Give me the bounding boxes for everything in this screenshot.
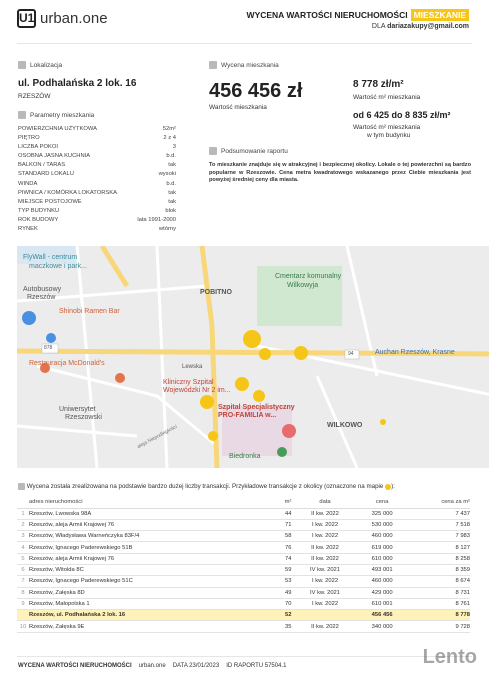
cell-price: 610 000	[359, 553, 406, 564]
params-list	[18, 125, 176, 234]
cell-m2: 53	[276, 576, 291, 587]
property-value-label: Wartość mieszkania	[209, 104, 267, 111]
cell-date: I kw. 2022	[291, 531, 358, 542]
cell-price: 493 001	[359, 564, 406, 575]
cell-index: 2	[17, 519, 29, 530]
recipient-email: dariazakupy@gmail.com	[387, 23, 469, 30]
summary-section-label: Podsumowanie raportu	[221, 147, 288, 155]
param-row	[18, 207, 176, 216]
property-marker	[243, 330, 261, 348]
param-value: 2 z 4	[163, 135, 176, 142]
param-value: wtórny	[158, 226, 176, 233]
cell-price: 530 000	[359, 519, 406, 530]
report-title-text: WYCENA WARTOŚCI NIERUCHOMOŚCI	[246, 10, 408, 20]
map-base	[17, 246, 489, 468]
cell-price: 325 000	[359, 508, 406, 519]
cell-sqm: 8 731	[406, 587, 470, 598]
map-label-shinobi: Shinobi Ramen Bar	[59, 308, 120, 315]
valuation-section-label: Wycena mieszkania	[221, 61, 279, 69]
cell-price: 460 000	[359, 531, 406, 542]
map-label-road-878: 878	[44, 345, 53, 351]
map[interactable]	[17, 246, 489, 468]
cell-sqm: 7 983	[406, 531, 470, 542]
cell-date: II kw. 2022	[291, 621, 358, 632]
cell-address: Rzeszów, Załęska 9E	[29, 621, 276, 632]
building-price-range-label	[353, 124, 420, 140]
property-address: ul. Podhalańska 2 lok. 16	[18, 78, 137, 89]
param-label: POWIERZCHNIA UŻYTKOWA	[18, 126, 98, 132]
cell-address: Rzeszów, Władysława Warneńczyka 83F/4	[29, 531, 276, 542]
cell-index	[17, 610, 29, 621]
param-label: OSOBNA JASNA KUCHNIA	[18, 153, 91, 160]
cell-price: 429 000	[359, 587, 406, 598]
param-label: MIEJSCE POSTOJOWE	[18, 198, 82, 205]
map-label-university: Uniwersytet	[59, 406, 96, 413]
cell-index: 1	[17, 508, 29, 519]
range-label-line-1: Wartość m² mieszkania	[353, 124, 421, 131]
param-label: TYP BUDYNKU	[18, 207, 60, 214]
param-label: RYNEK	[18, 226, 38, 233]
location-section-label: Lokalizacja	[30, 61, 63, 69]
pin-icon	[18, 61, 26, 69]
cell-index: 8	[17, 587, 29, 598]
map-label-autobusowy: Autobusowy	[23, 286, 62, 293]
map-label-hospital-1b: Wojewódzki Nr 2 im...	[163, 387, 231, 394]
cell-index: 9	[17, 598, 29, 609]
cell-date	[291, 610, 358, 621]
watermark: Lento	[422, 646, 477, 668]
table-row	[17, 542, 470, 553]
cell-address: Rzeszów, Lwowska 98A	[29, 508, 276, 519]
param-value: tak	[168, 162, 176, 169]
table-row-subject	[17, 610, 470, 621]
table-row	[17, 587, 470, 598]
param-value: tak	[168, 198, 176, 205]
cell-m2: 52	[276, 610, 291, 621]
cell-date: II kw. 2022	[291, 542, 358, 553]
cell-m2: 35	[276, 621, 291, 632]
map-label-flywall: FlyWall - centrum	[23, 254, 78, 261]
report-title	[247, 9, 469, 21]
cell-index: 6	[17, 564, 29, 575]
cell-date: I kw. 2022	[291, 598, 358, 609]
logo-mark: U1	[17, 9, 36, 28]
param-label: PIĘTRO	[18, 135, 40, 142]
range-label-line-2: w tym budynku	[367, 132, 411, 139]
cell-index: 3	[17, 531, 29, 542]
param-row	[18, 134, 176, 143]
cell-address: Rzeszów, aleja Armii Krajowej 76	[29, 553, 276, 564]
cell-address: Rzeszów, Witolda 8C	[29, 564, 276, 575]
cell-index: 4	[17, 542, 29, 553]
footer-divider	[17, 656, 472, 657]
param-row	[18, 198, 176, 207]
map-label-hospital-1: Kliniczny Szpital	[163, 379, 214, 386]
summary-section-header	[209, 147, 288, 155]
transactions-table	[17, 497, 470, 633]
table-header-row	[17, 497, 470, 508]
table-row	[17, 576, 470, 587]
location-section-header	[18, 61, 62, 69]
valuation-section-header	[209, 61, 279, 69]
transactions-intro	[18, 483, 395, 490]
param-value: 52m²	[162, 126, 176, 132]
chart-icon	[209, 61, 217, 69]
params-section-header	[18, 111, 94, 119]
param-value: 3	[172, 144, 176, 151]
table-row	[17, 621, 470, 632]
param-value: lata 1991-2000	[137, 216, 176, 223]
param-row	[18, 189, 176, 198]
building-price-range: od 6 425 do 8 835 zł/m²	[353, 110, 451, 120]
cell-price: 340 000	[359, 621, 406, 632]
param-row	[18, 180, 176, 189]
cell-m2: 71	[276, 519, 291, 530]
map-label-cemetery: Cmentarz komunalny	[275, 273, 342, 280]
map-label-road-94: 94	[348, 351, 354, 357]
map-label-mcdonalds: Restauracja McDonald's	[29, 360, 105, 367]
property-value: 456 456 zł	[209, 80, 303, 102]
cell-date: I kw. 2022	[291, 576, 358, 587]
table-row	[17, 553, 470, 564]
document-icon	[209, 147, 217, 155]
property-city: RZESZÓW	[18, 93, 51, 100]
cell-sqm: 7 437	[406, 508, 470, 519]
cell-m2: 49	[276, 587, 291, 598]
header-divider	[17, 43, 472, 44]
price-per-sqm-label: Wartość m² mieszkania	[353, 94, 421, 101]
map-label-auchan: Auchan Rzeszów, Krasne	[375, 349, 455, 356]
transactions-intro-end: ):	[391, 483, 395, 491]
param-label: WINDA	[18, 180, 38, 187]
transactions-intro-text: Wycena została zrealizowana na podstawie bardzo dużej liczby transakcji. Przykładowe transakcje z okolicy (oznaczone na mapie	[26, 483, 384, 491]
cell-m2: 76	[276, 542, 291, 553]
table-row	[17, 508, 470, 519]
cell-date: IV kw. 2021	[291, 564, 358, 575]
param-label: BALKON / TARAS	[18, 162, 66, 169]
footer-brand: urban.one	[138, 663, 166, 669]
footer	[18, 663, 286, 669]
col-header-sqm: cena za m²	[406, 497, 470, 508]
cell-address: Rzeszów, Załęska 8D	[29, 587, 276, 598]
property-type-badge: MIESZKANIE	[411, 9, 469, 21]
map-label-hospital-2b: PRO-FAMILIA w...	[218, 412, 277, 419]
param-label: ROK BUDOWY	[18, 216, 59, 223]
param-value: tak	[168, 189, 176, 196]
col-header-m2: m²	[276, 497, 291, 508]
col-header-address: adres nieruchomości	[29, 497, 276, 508]
list-icon	[18, 111, 26, 119]
cell-price: 619 000	[359, 542, 406, 553]
cell-date: II kw. 2022	[291, 508, 358, 519]
col-header-date: data	[291, 497, 358, 508]
param-row	[18, 161, 176, 170]
cell-date: IV kw. 2021	[291, 587, 358, 598]
param-row	[18, 170, 176, 179]
cell-price: 460 000	[359, 576, 406, 587]
table-row	[17, 564, 470, 575]
map-label-wilkowo: WILKOWO	[327, 422, 363, 429]
cell-sqm: 8 674	[406, 576, 470, 587]
param-label: STANDARD LOKALU	[18, 171, 74, 178]
col-header-index	[17, 497, 29, 508]
table-row	[17, 598, 470, 609]
map-label-flywall-2: maczkowe i park...	[29, 263, 87, 270]
footer-report-id: ID RAPORTU 57504.1	[226, 663, 287, 669]
cell-index: 7	[17, 576, 29, 587]
param-row	[18, 125, 176, 134]
table-row	[17, 519, 470, 530]
cell-address: Rzeszów, Małopolska 1	[29, 598, 276, 609]
cell-m2: 58	[276, 531, 291, 542]
cell-sqm: 8 258	[406, 553, 470, 564]
map-label-lewska: Lewska	[182, 364, 203, 370]
param-label: PIWNICA / KOMÓRKA LOKATORSKA	[18, 189, 117, 196]
param-value: b.d.	[166, 180, 176, 187]
cell-index: 5	[17, 553, 29, 564]
map-label-rzeszow: Rzeszów	[27, 294, 56, 301]
cell-index: 10	[17, 621, 29, 632]
param-row	[18, 143, 176, 152]
cell-sqm: 8 127	[406, 542, 470, 553]
cell-date: I kw. 2022	[291, 519, 358, 530]
cell-m2: 59	[276, 564, 291, 575]
cell-sqm: 8 778	[406, 610, 470, 621]
param-row	[18, 225, 176, 234]
param-value: wysoki	[158, 171, 176, 178]
cell-price: 610 001	[359, 598, 406, 609]
map-label-street: aleja Niepodległości	[136, 423, 179, 451]
cell-sqm: 8 359	[406, 564, 470, 575]
params-section-label: Parametry mieszkania	[30, 111, 95, 119]
param-label: LICZBA POKOI	[18, 144, 58, 151]
map-label-pobitno: POBITNO	[200, 289, 232, 296]
param-row	[18, 152, 176, 161]
cell-price: 456 456	[359, 610, 406, 621]
map-label-biedronka: Biedronka	[229, 453, 261, 460]
cell-sqm: 8 761	[406, 598, 470, 609]
cell-address: Rzeszów, Ignacego Paderewskiego 51C	[29, 576, 276, 587]
param-value: b.d.	[166, 153, 176, 160]
cell-sqm: 9 728	[406, 621, 470, 632]
table-row	[17, 531, 470, 542]
cell-sqm: 7 518	[406, 519, 470, 530]
cell-date: II kw. 2022	[291, 553, 358, 564]
cell-address: Rzeszów, ul. Podhalańska 2 lok. 16	[29, 610, 276, 621]
cell-m2: 74	[276, 553, 291, 564]
cell-m2: 70	[276, 598, 291, 609]
param-row	[18, 216, 176, 225]
cell-address: Rzeszów, Ignacego Paderewskiego 51B	[29, 542, 276, 553]
param-value: blok	[165, 207, 176, 214]
recipient	[372, 23, 469, 30]
logo-text: urban.one	[40, 10, 108, 27]
footer-date: DATA 23/01/2023	[172, 663, 220, 669]
map-label-cemetery-2: Wilkowyja	[287, 282, 319, 289]
price-per-sqm: 8 778 zł/m²	[353, 79, 404, 90]
map-label-university-2: Rzeszowski	[65, 414, 102, 421]
map-label-hospital-2: Szpital Specjalistyczny	[218, 404, 295, 411]
footer-title: WYCENA WARTOŚCI NIERUCHOMOŚCI	[18, 663, 132, 669]
cell-address: Rzeszów, aleja Armii Krajowej 76	[29, 519, 276, 530]
cell-m2: 44	[276, 508, 291, 519]
transactions-icon	[18, 483, 25, 490]
recipient-label: DLA	[371, 23, 386, 30]
summary-text: To mieszkanie znajduje się w atrakcyjnej i bezpiecznej okolicy. Lokale o tej powierzchni są bardzo popularne w Rzeszowie. Cena metra kwadratowego wskazanego przez Ciebie mieszkania jest powyżej średniej ceny dla miasta.	[209, 162, 471, 183]
col-header-price: cena	[359, 497, 406, 508]
